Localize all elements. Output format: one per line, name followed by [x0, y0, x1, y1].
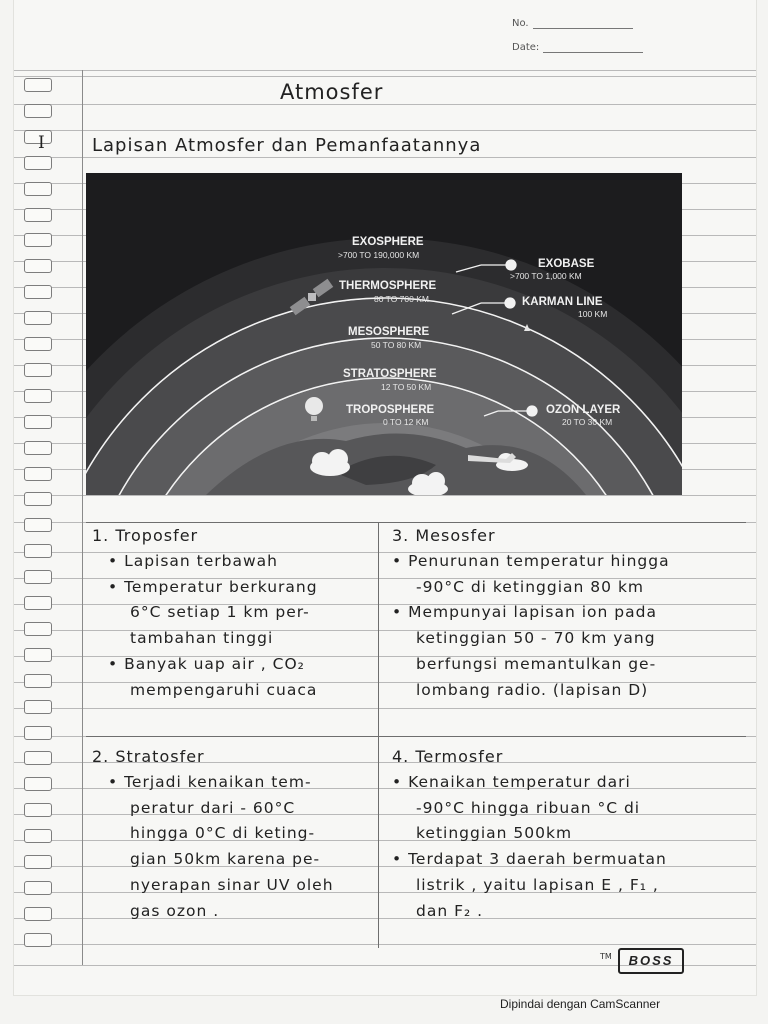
- binder-box: [24, 311, 52, 325]
- binder-box: [24, 78, 52, 92]
- cell-line: mempengaruhi cuaca: [130, 680, 318, 699]
- binder-box: [24, 544, 52, 558]
- cell-heading: 1. Troposfer: [92, 526, 199, 545]
- ruled-line: [14, 70, 756, 71]
- cell-line: dan F₂ .: [416, 901, 484, 920]
- ruled-line: [14, 76, 756, 77]
- boss-logo: BOSS: [618, 948, 684, 974]
- margin-line: [82, 70, 83, 965]
- cell-heading: 2. Stratosfer: [92, 747, 205, 766]
- ruled-line: [14, 944, 756, 945]
- cell-mesosfer: [392, 523, 744, 704]
- table-row-divider: [86, 736, 746, 737]
- cell-stratosfer: [92, 744, 374, 925]
- marker-range-ozon-layer: 20 TO 30 KM: [562, 417, 613, 427]
- layer-range-stratosphere: 12 TO 50 KM: [381, 382, 432, 392]
- table-column-divider: [378, 522, 379, 948]
- marker-range-exobase: >700 TO 1,000 KM: [510, 271, 582, 281]
- cell-line: -90°C hingga ribuan °C di: [416, 798, 641, 817]
- cell-line: • Banyak uap air , CO₂: [108, 654, 305, 673]
- binder-box: [24, 467, 52, 481]
- binder-box: [24, 441, 52, 455]
- binder-box: [24, 829, 52, 843]
- cell-line: 6°C setiap 1 km per-: [130, 603, 310, 622]
- binder-box: [24, 596, 52, 610]
- cell-line: tambahan tinggi: [130, 629, 274, 648]
- ruled-line: [14, 104, 756, 105]
- binder-box: [24, 751, 52, 765]
- binder-box: [24, 803, 52, 817]
- binder-box: [24, 389, 52, 403]
- camscanner-footer: Dipindai dengan CamScanner: [500, 997, 661, 1011]
- binder-box: [24, 622, 52, 636]
- binder-box: [24, 337, 52, 351]
- layer-name-exosphere: EXOSPHERE: [352, 236, 424, 248]
- cell-line: • Terdapat 3 daerah bermuatan: [392, 850, 667, 869]
- binder-box: [24, 285, 52, 299]
- binder-box: [24, 182, 52, 196]
- cell-line: ketinggian 50 - 70 km yang: [416, 629, 656, 648]
- no-field: No.: [512, 18, 633, 29]
- cell-line: listrik , yaitu lapisan E , F₁ ,: [416, 875, 659, 894]
- binder-box: [24, 777, 52, 791]
- layer-range-mesosphere: 50 TO 80 KM: [371, 340, 422, 350]
- page-title: Atmosfer: [280, 80, 384, 104]
- cell-line: hingga 0°C di keting-: [130, 824, 316, 843]
- layer-name-stratosphere: STRATOSPHERE: [343, 368, 437, 380]
- cell-heading: 4. Termosfer: [392, 747, 504, 766]
- cell-line: ketinggian 500km: [416, 824, 573, 843]
- binder-box: [24, 933, 52, 947]
- layer-name-troposphere: TROPOSPHERE: [346, 404, 435, 416]
- binder-box: [24, 156, 52, 170]
- marker-name-ozon-layer: OZON LAYER: [546, 404, 621, 416]
- binder-box: [24, 259, 52, 273]
- cell-line: -90°C di ketinggian 80 km: [416, 577, 645, 596]
- cell-line: • Kenaikan temperatur dari: [392, 772, 631, 791]
- date-field: Date:: [512, 42, 643, 53]
- binder-box: [24, 518, 52, 532]
- cell-termosfer: [392, 744, 744, 925]
- ruled-line: [14, 708, 756, 709]
- cell-line: lombang radio. (lapisan D): [416, 680, 649, 699]
- binder-box: [24, 570, 52, 584]
- cell-line: nyerapan sinar UV oleh: [130, 875, 334, 894]
- marker-name-karman-line: KARMAN LINE: [522, 296, 603, 308]
- cell-line: gian 50km karena pe-: [130, 850, 321, 869]
- binder-box: [24, 208, 52, 222]
- cell-line: gas ozon .: [130, 901, 220, 920]
- binder-box: [24, 648, 52, 662]
- cell-line: • Terjadi kenaikan tem-: [108, 772, 312, 791]
- cell-line: • Temperatur berkurang: [108, 577, 318, 596]
- ruled-line: [14, 495, 756, 496]
- brand-mark-small: TM: [600, 952, 612, 961]
- binder-box: [24, 674, 52, 688]
- layer-name-mesosphere: MESOSPHERE: [348, 326, 430, 338]
- layer-name-thermosphere: THERMOSPHERE: [339, 280, 437, 292]
- cell-line: peratur dari - 60°C: [130, 798, 296, 817]
- layer-range-exosphere: >700 TO 190,000 KM: [338, 250, 420, 260]
- binder-box: [24, 881, 52, 895]
- cell-line: • Penurunan temperatur hingga: [392, 551, 670, 570]
- binder-box: [24, 233, 52, 247]
- cell-heading: 3. Mesosfer: [392, 526, 496, 545]
- binder-box: [24, 726, 52, 740]
- binder-box: [24, 492, 52, 506]
- binder-box: [24, 363, 52, 377]
- cell-line: • Lapisan terbawah: [108, 551, 278, 570]
- ruled-line: [14, 130, 756, 131]
- cell-troposfer: [92, 523, 374, 704]
- section-number: I: [38, 133, 46, 153]
- layer-range-troposphere: 0 TO 12 KM: [383, 417, 429, 427]
- marker-name-exobase: EXOBASE: [538, 258, 595, 270]
- layer-range-thermosphere: 80 TO 700 KM: [374, 294, 429, 304]
- cell-line: berfungsi memantulkan ge-: [416, 654, 657, 673]
- section-heading: Lapisan Atmosfer dan Pemanfaatannya: [92, 135, 482, 156]
- binder-box: [24, 700, 52, 714]
- binder-box: [24, 855, 52, 869]
- binder-box: [24, 415, 52, 429]
- cell-line: • Mempunyai lapisan ion pada: [392, 603, 657, 622]
- ruled-line: [14, 157, 756, 158]
- atmosphere-diagram: [86, 173, 682, 495]
- binder-box: [24, 907, 52, 921]
- binder-box: [24, 104, 52, 118]
- marker-range-karman-line: 100 KM: [578, 309, 608, 319]
